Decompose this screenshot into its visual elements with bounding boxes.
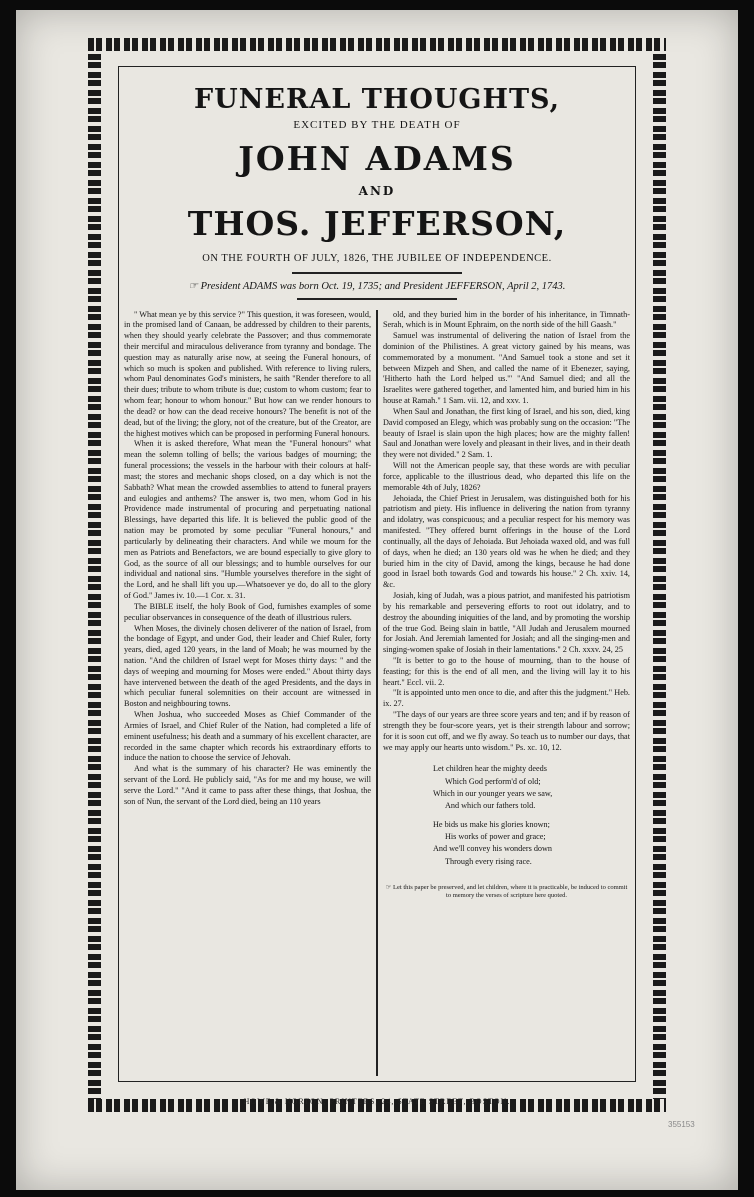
paragraph: "The days of our years are three score years and ten; and if by reason of strength they be four-score years, yet is their strength labour and sorrow; for it is soon cut off, and we fly away. So teach us to number our days, that we may apply our hearts unto wisdom." Ps. xc. 10, 12.	[382, 710, 630, 752]
poem-line: And we'll convey his wonders down	[432, 844, 553, 854]
paragraph: Samuel was instrumental of delivering the nation of Israel from the dominion of the Philistines. A great victory gained by his means, was commemorated by a monument. "And Samuel took a stone and set it between Mizpeh and Shen, and called the name of it Ebenezer, saying, 'Hitherto hath the Lord helped us.'" "And Samuel died; and all the Israelites were gathered together, and lamented him, and buried him in his house at Ramah." 1 Sam. vii. 12, and xxv. 1.	[382, 331, 630, 406]
column-divider	[376, 310, 378, 1077]
births-line: ☞ President ADAMS was born Oct. 19, 1735; and President JEFFERSON, April 2, 1743.	[188, 281, 566, 292]
divider-rule-2	[297, 298, 457, 300]
text-columns	[124, 310, 630, 1077]
paragraph: When Saul and Jonathan, the first king of Israel, and his son, died, king David composed an Elegy, which was probably sung on the occasion: "The beauty of Israel is slain upon the high places; how are the mighty fallen! Saul and Jonathan were lovely and pleasant in their lives, and in their death they were not divided." 2 Sam. 1.	[382, 406, 630, 460]
paragraph: "It is appointed unto men once to die, and after this the judgment." Heb. ix. 27.	[382, 688, 630, 709]
paragraph: When it is asked therefore, What mean the "Funeral honours" what mean the solemn tolling of bells; the various badges of mourning; the funeral processions; the vessels in the harbour with their colours at half-mast; the stores and mechanic shops closed, on a day which is not the Sabbath? What mean the crowded assemblies to attend to funeral prayers and eulogies and anthems? The answer is, two men, whom God in his Providence made instrumental of procuring and perpetuating national Blessings, have departed this life. It is believed the public good of the nation may be promoted by some peculiar "Funeral honours," and particularly by delineating their characters. And while we mourn for the men as Patriots and Benefactors, we are bound especially to give glory to God, as the source of all our blessings; and to humble ourselves for our individual and national sins. "Humble yourselves therefore in the sight of the Lord, and he shall lift you up.—Whatsoever ye do, do all to the glory of God." James iv. 10.—1 Cor. x. 31.	[124, 439, 371, 601]
paragraph: When Joshua, who succeeded Moses as Chief Commander of the Armies of Israel, and Chief Ruler of the Nation, had completed a life of eminent usefulness; his death and a summary of his excellent character, are recorded in the same chapter which records his extraordinary efforts to induce the nation to choose the service of Jehovah.	[124, 710, 371, 763]
catalog-stamp: 355153	[668, 1120, 695, 1129]
paragraph: Josiah, king of Judah, was a pious patriot, and manifested his patriotism by his remarkable and persevering efforts to root out idolatry, and to destroy the abounding iniquities of the land, and by promoting the worship of the true God. Being slain in battle, "All Judah and Jerusalem mourned for Josiah. And Jeremiah lamented for Josiah; and all the singing-men and singing-women spake of Josiah in their lamentations." 2 Ch. xxxv. 24, 25	[382, 591, 630, 655]
footnote: ☞ Let this paper be preserved, and let children, where it is practicable, be induced to commit to memory the verses of scripture here quoted.	[385, 883, 628, 900]
poem-line: Which God perform'd of old;	[444, 776, 541, 786]
subtitle: EXCITED BY THE DEATH OF	[293, 119, 461, 131]
paragraph: The BIBLE itself, the holy Book of God, furnishes examples of some peculiar observances in consequence of the death of illustrious rulers.	[124, 601, 371, 622]
poem-line: And which our fathers told.	[444, 801, 536, 811]
poem-line: Which in our younger years we saw,	[432, 789, 553, 799]
date-line: ON THE FOURTH OF JULY, 1826, THE JUBILEE OF INDEPENDENCE.	[202, 253, 552, 264]
poem-line: Through every rising race.	[444, 856, 532, 866]
paragraph: And what is the summary of his character? He was eminently the servant of the Lord. He publicly said, "As for me and my house, we will serve the Lord." "And it came to pass after these things, that Joshua, the son of Nun, the servant of the Lord died, being an 110 years	[124, 764, 371, 806]
poem-line: His works of power and grace;	[444, 831, 546, 841]
divider-rule	[292, 272, 462, 274]
right-column	[383, 310, 630, 1077]
left-column	[124, 310, 371, 1077]
name-jefferson: THOS. JEFFERSON,	[187, 204, 567, 243]
paragraph: "It is better to go to the house of mourning, than to the house of feasting; for this is the end of all men, and the living will lay it to his heart." Eccl. vii. 2.	[382, 656, 630, 687]
hymn-verse	[383, 763, 630, 867]
name-adams: JOHN ADAMS	[238, 139, 516, 178]
paragraph: Jehoiada, the Chief Priest in Jerusalem, was distinguished both for his patriotism and piety. His influence in delivering the nation from tyranny and idolatry, was conspicuous; and a peculiar respect for his memory was manifested. "They offered burnt offerings in the house of the Lord continually, all the days of Jehoiada. But Jehoiada waxed old, and was full of days, when he died; an 130 years old was he when he died; and they buried him in the city of David, among the kings, because he had done good in Israel both towards God and towards his house." 2 Ch. xxiv. 14, &c.	[382, 493, 630, 590]
title: FUNERAL THOUGHTS,	[193, 84, 560, 115]
paragraph: old, and they buried him in the border of his inheritance, in Timnath-Serah, which is in Mount Ephraim, on the north side of the hill Gaash."	[382, 309, 630, 330]
poem-line: He bids us make his glories known;	[432, 819, 550, 829]
paragraph: " What mean ye by this service ?" This question, it was foreseen, would, in the promised land of Canaan, be addressed by children to their parents, when they should yearly celebrate the Passover; and thus commemorate their merciful and miraculous deliverance from tyranny and bondage. The question may as naturally arise now, at seeing the Funeral honours, of which so much is spoken and published. With reference to living rulers, whom Paul denominates God's ministers, he saith "Render therefore to all their dues; tribute to whom tribute is due; custom to whom custom; fear to whom fear; honour to whom honour." But how can we render honours to the dead? or how can the dead receive honours? The benefit is not of the dead, but of the living; the glory, not of the creature, but of the Creator, are the highest motives which can be proposed in performing Funeral honours.	[124, 309, 371, 438]
paragraph: Will not the American people say, that these words are with peculiar force, applicable to the illustrious dead, who departed this life on the memorable 4th of July, 1826?	[382, 461, 630, 492]
and-word: AND	[358, 184, 396, 198]
printer-imprint: HOWE & NORTON, PRINTERS, 24, STATE STREET, BOSTON.	[243, 1097, 511, 1106]
poem-line: Let children hear the mighty deeds	[432, 764, 547, 774]
paragraph: When Moses, the divinely chosen deliverer of the nation of Israel, from the bondage of Egypt, and under God, their leader and Chief Ruler, forty years, died, aged 120 years, in the land of Moab; he was mourned by the nation. "And the children of Israel wept for Moses thirty days: " and the days of weeping and mourning for Moses were ended." About thirty days have intervened between the death of the aged Presidents, and the days in which peculiar funeral solemnities on their account are witnessed in Boston and neighbouring towns.	[124, 623, 371, 709]
broadside-content	[124, 72, 630, 1076]
